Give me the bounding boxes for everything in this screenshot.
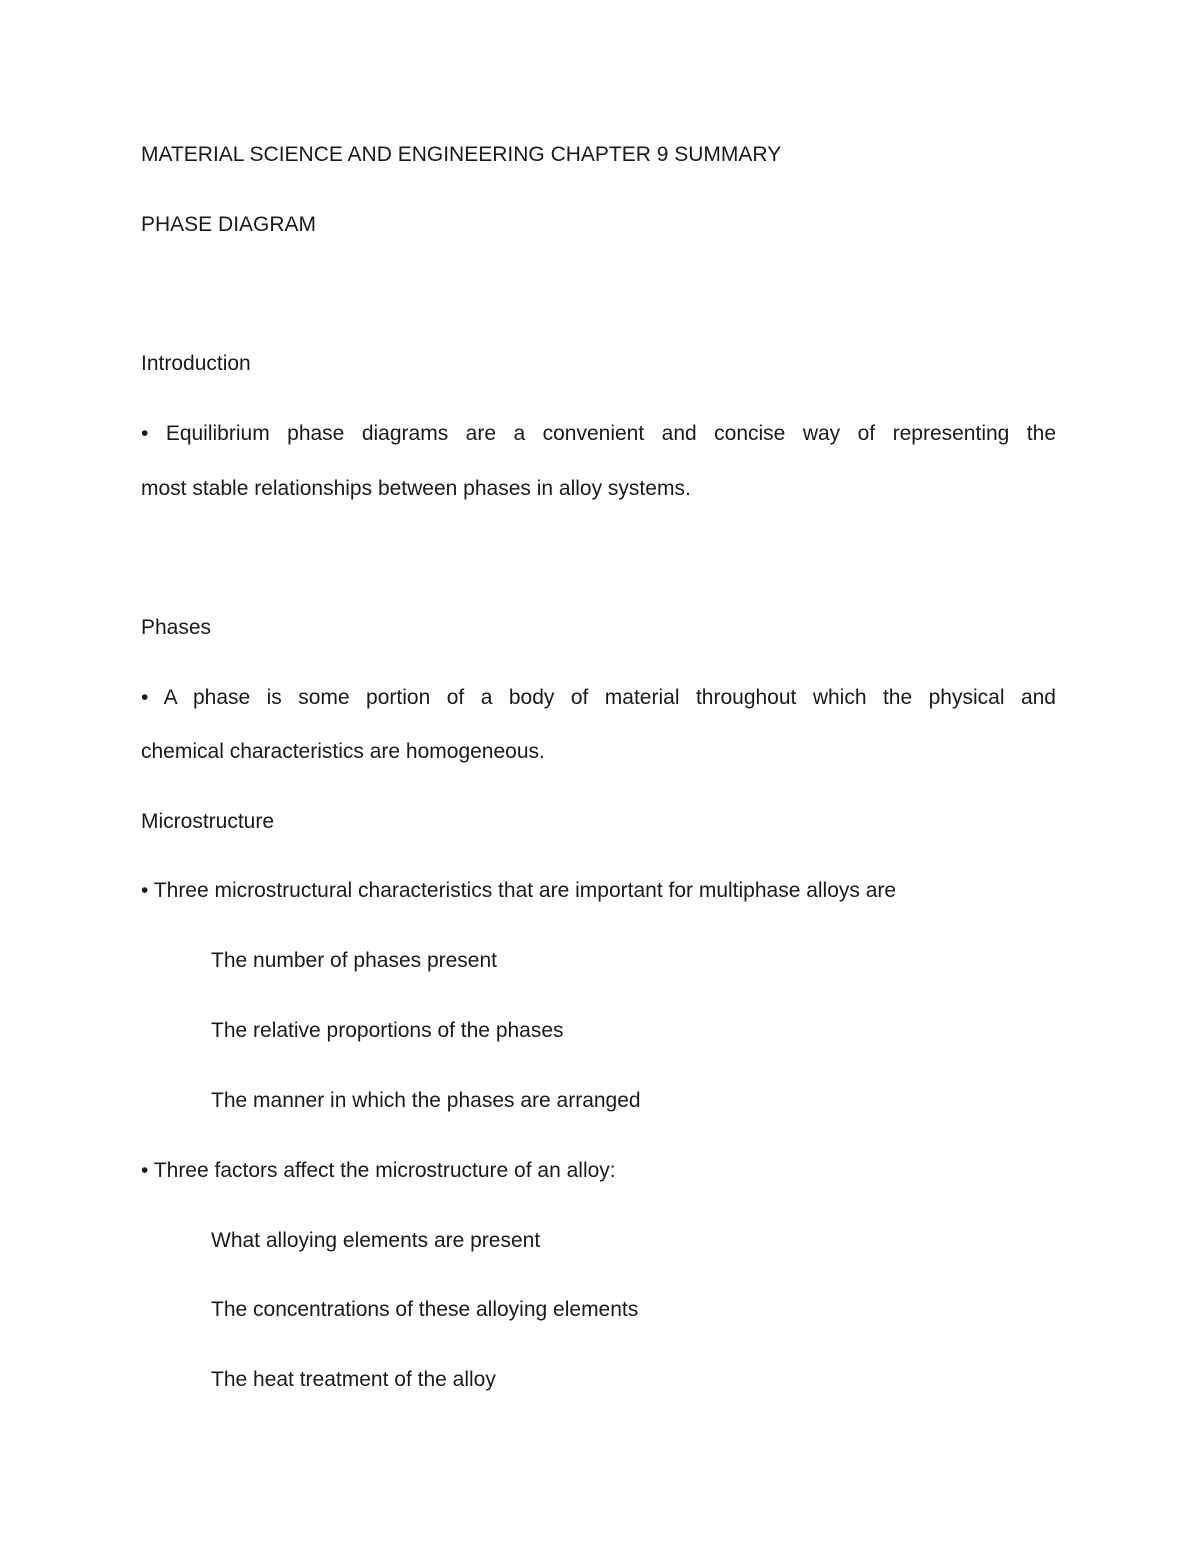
microstructure-bullet: • Three factors affect the microstructure of an alloy: — [141, 1159, 616, 1182]
characteristic-item: The number of phases present — [211, 949, 498, 972]
introduction-bullet-line: • Equilibrium phase diagrams are a convenient and concise way of representing the — [141, 422, 1056, 445]
characteristic-item: The relative proportions of the phases — [211, 1019, 564, 1042]
characteristic-item: The manner in which the phases are arranged — [211, 1089, 641, 1112]
section-heading-microstructure: Microstructure — [141, 810, 275, 833]
factor-item: What alloying elements are present — [211, 1229, 541, 1252]
phases-bullet-line: chemical characteristics are homogeneous. — [141, 740, 545, 763]
factor-item: The concentrations of these alloying elements — [211, 1298, 639, 1321]
microstructure-bullet: • Three microstructural characteristics that are important for multiphase alloys are — [141, 879, 897, 902]
section-heading-introduction: Introduction — [141, 352, 251, 375]
introduction-bullet-line: most stable relationships between phases in alloy systems. — [141, 477, 691, 500]
document-subtitle: PHASE DIAGRAM — [141, 213, 317, 236]
phases-bullet-line: • A phase is some portion of a body of material throughout which the physical and — [141, 686, 1056, 709]
section-heading-phases: Phases — [141, 616, 212, 639]
document-title: MATERIAL SCIENCE AND ENGINEERING CHAPTER 9 SUMMARY — [141, 143, 782, 166]
factor-item: The heat treatment of the alloy — [211, 1368, 496, 1391]
